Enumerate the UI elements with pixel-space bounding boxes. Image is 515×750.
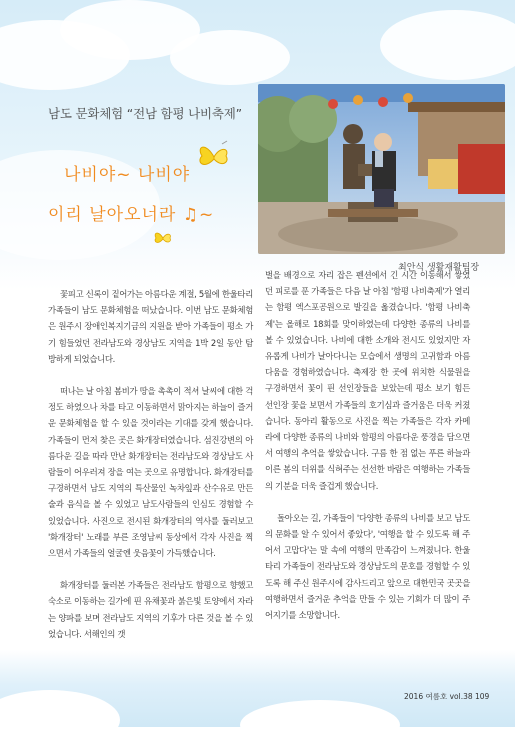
article-paragraph: 벌을 배경으로 자리 잡은 펜션에서 긴 시간 이동해서 쌓였던 피로를 푼 가족들은 다음 날 아침 '함평 나비축제'가 열리는 함평 엑스포공원으로 발길을 옮겼습니다. '함평 나비축제'는 올해로 18회를 맞이하였는데 다양한 종류의 나비를 볼 수 있었습니다. 나비에 대한 소개와 전시도 있었지만 자유롭게 나비가 날아다니는 모습에서 생명의 고귀함과 아름다움을 경험하였습니다. 축제장 한 곳에 위치한 식물원을 구경하면서 꽃이 핀 선인장들을 보았는데 평소 보기 힘든 선인장 꽃을 보면서 가족들의 호기심과 즐거움은 더욱 커졌습니다. 동아리 활동으로 사진을 찍는 가족들은 각자 카메라에 다양한 종류의 나비와 함평의 아름다운 풍경을 담으면서 여행의 추억을 쌓았습니다. 구름 한 점 없는 푸른 하늘과 이른 봄의 더위를 식혀주는 선선한 바람은 여행하는 가족들의 기분을 더욱 즐겁게 했습니다. xyxy=(265,270,470,491)
headline-line-1: 나비야~ 나비야 xyxy=(64,165,191,185)
section-title: 남도 문화체험 “전남 함평 나비축제” xyxy=(48,106,242,121)
headline-line-2: 이리 날아오너라 ♫~ xyxy=(48,205,215,225)
butterfly-icon xyxy=(196,140,232,174)
article-paragraph: 돌아오는 길, 가족들이 '다양한 종류의 나비를 보고 남도의 문화를 알 수 있어서 좋았다', '여행을 할 수 있도록 해 주어서 고맙다'는 말 속에 여행의 만족감이 느껴졌니다. 한울타리 가족들이 전라남도와 경상남도의 문호를 경험할 수 있도록 해 주신 원주시에 감사드리고 앞으로 대한민국 곳곳을 여행하면서 즐거운 추억을 만들 수 있는 기회가 더 많이 주어지기를 소망합니다. xyxy=(265,512,470,621)
cloud-decoration xyxy=(170,30,290,85)
article-paragraph: 떠나는 날 아침 봄비가 땅을 촉촉이 적셔 날씨에 대한 걱정도 하였으나 차를 타고 이동하면서 맑아지는 하늘이 즐거운 문화체험을 할 수 있을 것이라는 기대를 갖게 했습니다. 가족들이 먼저 찾은 곳은 화개장터였습니다. 섬진강변의 아름다운 길을 따라 만난 화개장터는 전라남도와 경상남도 사람들이 어우러져 장을 여는 곳으로 유명합니다. 화개장터를 구경하면서 남도 지역의 특산물인 녹차잎과 산수유로 만든 술과 음식을 볼 수 있었고 남도사람들의 인심도 경험할 수 있었습니다. 사진으로 전시된 화개장터의 역사를 둘러보고 '화개장터' 노래를 부른 조영남씨 동상에서 각자 사진을 찍으면서 가족들의 얼굴엔 웃음꽃이 가득했습니다. xyxy=(48,386,253,559)
festival-photo-scene xyxy=(258,84,505,254)
author-byline: 최안식 생활재활팀장 xyxy=(398,263,480,273)
cloud-decoration xyxy=(0,690,120,750)
article-paragraph: 꽃피고 신록이 짙어가는 아름다운 계절, 5월에 한울타리 가족들이 남도 문화체험을 떠났습니다. 이번 남도 문화체험은 원주시 장애인복지기금의 지원을 받아 가족들이 평소 가기 힘들었던 전라남도와 경상남도 지역을 1박 2일 동안 탐방하게 되었습니다. xyxy=(48,289,253,364)
page-footer: 2016 여름호 vol.38 109 xyxy=(404,692,490,701)
butterfly-icon xyxy=(153,229,173,247)
festival-photo xyxy=(258,84,505,254)
article-paragraph: 화개장터를 둘러본 가족들은 전라남도 함평으로 향했고 숙소로 이동하는 길가에 핀 유채꽃과 붉은빛 토양에서 자라는 양파를 보며 전라남도 지역의 기후가 다른 것을 볼 수 있었습니다. 서해인의 갯 xyxy=(48,580,253,639)
article-column-right xyxy=(265,267,470,639)
article-column-left xyxy=(48,286,253,658)
cloud-decoration xyxy=(240,700,400,750)
